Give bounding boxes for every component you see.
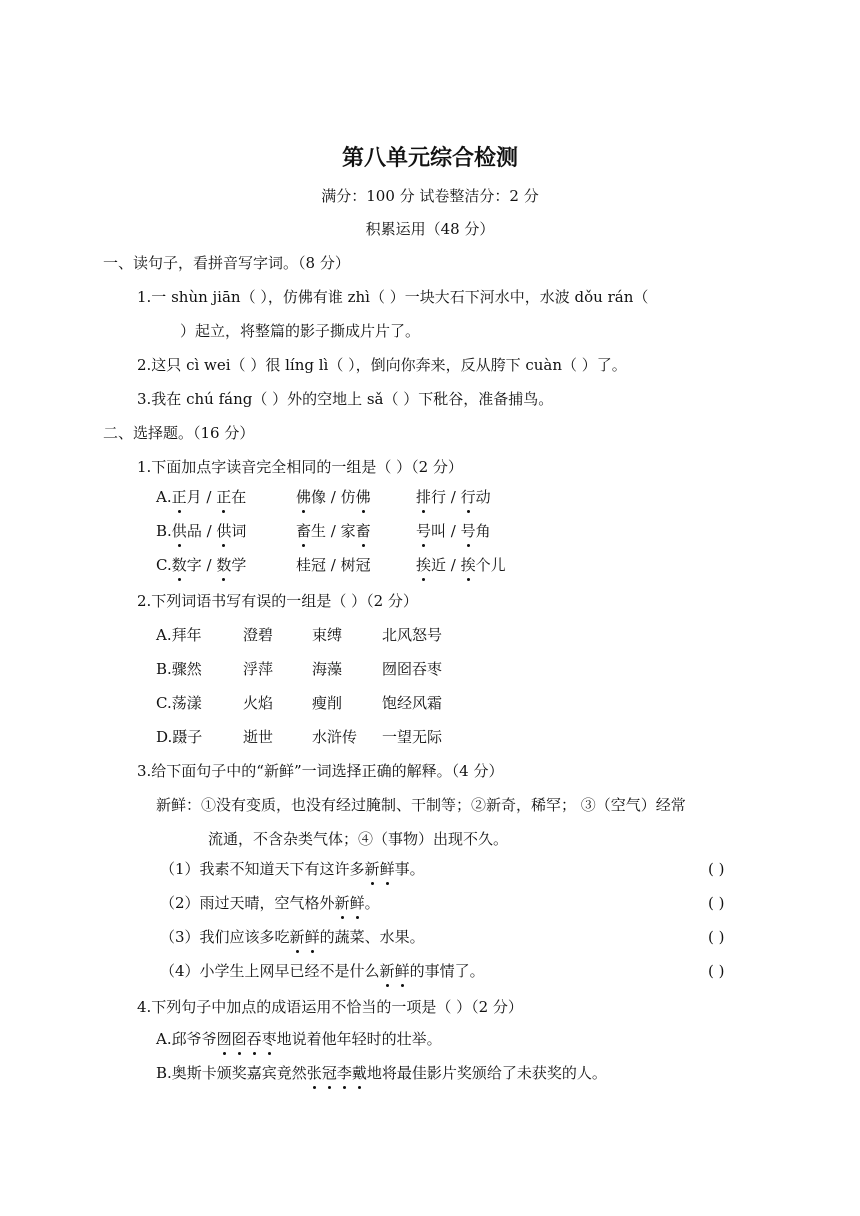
dotted-char: 李 — [336, 1064, 352, 1082]
q2-s2-option-a-w2: 澄碧 — [243, 626, 274, 644]
dotted-char: 畜 — [355, 522, 371, 540]
dotted-char: 佛 — [296, 488, 312, 506]
q2-s1-option-b-pair2: 畜生 / 家畜 — [296, 522, 371, 540]
exam-subtitle: 满分：100 分 试卷整洁分：2 分 — [321, 187, 539, 205]
section-title: 积累运用（48 分） — [365, 220, 495, 238]
q2-s3-answer-blank-4[interactable]: ( ) — [708, 962, 725, 980]
q2-s4-option-b: B.奥斯卡颁奖嘉宾竟然张冠李戴地将最佳影片奖颁给了未获奖的人。 — [156, 1064, 607, 1082]
dotted-char: 佛 — [355, 488, 371, 506]
q2-s3-prompt: 3.给下面句子中的“新鲜”一词选择正确的解释。（4 分） — [137, 762, 504, 780]
exam-title: 第八单元综合检测 — [341, 145, 518, 171]
dotted-char: 畜 — [296, 522, 312, 540]
q2-s3-sentence-1: （1）我素不知道天下有这许多新鲜事。 — [160, 860, 425, 878]
q2-s2-option-b-w1: B.骤然 — [156, 660, 202, 678]
q2-s2-option-d-w1: D.蹑子 — [156, 728, 203, 746]
q2-s2-option-a-w1: A.拜年 — [156, 626, 202, 644]
q1-item-1: 1.一 shùn jiān（ ），仿佛有谁 zhì（ ）一块大石下河水中，水波 dǒu rán（ — [137, 288, 649, 306]
q2-s1-prompt: 1.下面加点字读音完全相同的一组是（ ）（2 分） — [137, 458, 463, 476]
dotted-char: 枣 — [261, 1030, 277, 1048]
q2-s3-sentence-2: （2）雨过天晴，空气格外新鲜。 — [160, 894, 380, 912]
q2-s1-option-a-pair3: 排行 / 行动 — [416, 488, 491, 506]
dotted-char: 新 — [334, 894, 350, 912]
q2-heading: 二、选择题。（16 分） — [103, 424, 255, 442]
dotted-char: 冠 — [321, 1064, 337, 1082]
q2-s1-option-c: C.数字 / 数学 — [156, 556, 247, 574]
dotted-char: 供 — [171, 522, 187, 540]
q2-s3-sentence-3: （3）我们应该多吃新鲜的蔬菜、水果。 — [160, 928, 425, 946]
dotted-char: 正 — [216, 488, 232, 506]
q2-s1-option-a-pair2: 佛像 / 仿佛 — [296, 488, 371, 506]
q2-s3-answer-blank-1[interactable]: ( ) — [708, 860, 725, 878]
q2-s2-option-c-w3: 瘦削 — [312, 694, 343, 712]
dotted-char: 鲜 — [379, 860, 395, 878]
q1-item-2: 2.这只 cì wei（ ）很 líng lì（ ），倒向你奔来，反从胯下 cuàn（ ）了。 — [137, 356, 627, 374]
dotted-char: 囵 — [231, 1030, 247, 1048]
q2-s1-option-b: B.供品 / 供词 — [156, 522, 247, 540]
dotted-char: 挨 — [416, 556, 432, 574]
dotted-char: 鲜 — [394, 962, 410, 980]
q2-s1-option-a: A.正月 / 正在 — [156, 488, 247, 506]
q2-s2-option-a-w3: 束缚 — [312, 626, 343, 644]
dotted-char: 排 — [416, 488, 432, 506]
q2-s4-prompt: 4.下列句子中加点的成语运用不恰当的一项是（ ）（2 分） — [137, 998, 523, 1016]
q1-heading: 一、读句子，看拼音写字词。（8 分） — [103, 254, 350, 272]
q2-s3-definition-line1: 新鲜：①没有变质，也没有经过腌制、干制等；②新奇，稀罕； ③（空气）经常 — [156, 796, 686, 814]
q2-s3-answer-blank-2[interactable]: ( ) — [708, 894, 725, 912]
dotted-char: 行 — [460, 488, 476, 506]
dotted-char: 囫 — [216, 1030, 232, 1048]
q2-s2-option-d-w3: 水浒传 — [312, 728, 358, 746]
q2-s2-option-c-w1: C.荡漾 — [156, 694, 202, 712]
q2-s2-option-b-w4: 囫囵吞枣 — [382, 660, 443, 678]
q2-s2-option-d-w2: 逝世 — [243, 728, 274, 746]
q2-s2-option-d-w4: 一望无际 — [382, 728, 443, 746]
q2-s2-option-c-w2: 火焰 — [243, 694, 274, 712]
dotted-char: 数 — [171, 556, 187, 574]
dotted-char: 鲜 — [349, 894, 365, 912]
dotted-char: 正 — [171, 488, 187, 506]
q2-s3-sentence-4: （4）小学生上网早已经不是什么新鲜的事情了。 — [160, 962, 485, 980]
q1-item-3: 3.我在 chú fáng（ ）外的空地上 sǎ（ ）下秕谷，准备捕鸟。 — [137, 390, 554, 408]
q2-s2-option-b-w2: 浮萍 — [243, 660, 274, 678]
dotted-char: 供 — [216, 522, 232, 540]
dotted-char: 新 — [364, 860, 380, 878]
dotted-char: 号 — [416, 522, 432, 540]
q1-item-1-cont: ）起立，将整篇的影子撕成片片了。 — [180, 322, 421, 340]
dotted-char: 新 — [289, 928, 305, 946]
q2-s1-option-b-pair3: 号叫 / 号角 — [416, 522, 491, 540]
dotted-char: 戴 — [351, 1064, 367, 1082]
q2-s3-definition-line2: 流通，不含杂类气体；④（事物）出现不久。 — [208, 830, 509, 848]
dotted-char: 张 — [306, 1064, 322, 1082]
q2-s3-answer-blank-3[interactable]: ( ) — [708, 928, 725, 946]
dotted-char: 鲜 — [304, 928, 320, 946]
q2-s1-option-c-pair3: 挨近 / 挨个儿 — [416, 556, 506, 574]
q2-s2-option-a-w4: 北风怒号 — [382, 626, 443, 644]
dotted-char: 吞 — [246, 1030, 262, 1048]
q2-s4-option-a: A.邱爷爷囫囵吞枣地说着他年轻时的壮举。 — [156, 1030, 442, 1048]
q2-s1-option-c-pair2: 桂冠 / 树冠 — [296, 556, 371, 574]
q2-s2-prompt: 2.下列词语书写有误的一组是（ ）（2 分） — [137, 592, 418, 610]
q2-s2-option-b-w3: 海藻 — [312, 660, 343, 678]
dotted-char: 号 — [460, 522, 476, 540]
dotted-char: 新 — [379, 962, 395, 980]
q2-s2-option-c-w4: 饱经风霜 — [382, 694, 443, 712]
dotted-char: 挨 — [460, 556, 476, 574]
dotted-char: 数 — [216, 556, 232, 574]
